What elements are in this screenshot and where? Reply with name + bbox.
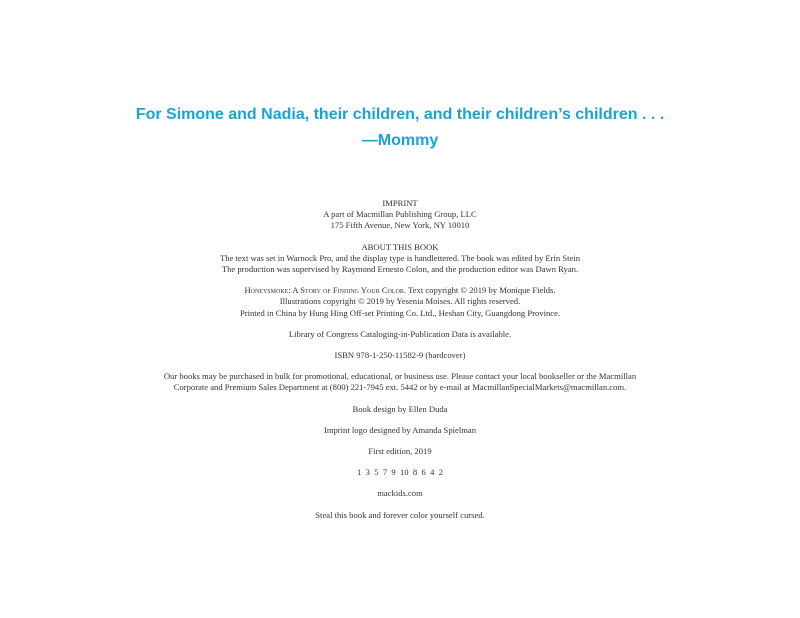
- warning-text: Steal this book and forever color yourself cursed.: [315, 509, 485, 520]
- about-heading: ABOUT THIS BOOK: [361, 241, 439, 252]
- imprint-address: 175 Fifth Avenue, New York, NY 10010: [330, 220, 470, 231]
- rights-block: [100, 285, 700, 319]
- book-title: Honeysmoke: A Story of Finding Your Color: [244, 285, 404, 296]
- dedication-text: For Simone and Nadia, their children, and their children’s children . . .: [135, 106, 665, 123]
- about-line-2: The production was supervised by Raymond Ernesto Colon, and the production editor was Dawn Ryan.: [221, 264, 579, 275]
- cip-data: Library of Congress Cataloging-in-Publication Data is available.: [288, 328, 512, 339]
- bulk-line-2: Corporate and Premium Sales Department at (800) 221-7945 ext. 5442 or by e-mail at MacmillanSpecialMarkets@macmillan.com.: [173, 382, 627, 393]
- about-block: [100, 242, 700, 276]
- book-design-credit: Book design by Ellen Duda: [352, 403, 448, 414]
- website: mackids.com: [377, 488, 423, 499]
- text-copyright: . Text copyright © 2019 by Monique Fields.: [403, 285, 556, 296]
- isbn: ISBN 978-1-250-11582-9 (hardcover): [334, 350, 466, 361]
- imprint-parent: A part of Macmillan Publishing Group, LLC: [323, 209, 477, 220]
- imprint-block: [100, 198, 700, 232]
- printing-line: 1 3 5 7 9 10 8 6 4 2: [357, 467, 443, 478]
- rights-title-line: [100, 285, 700, 296]
- logo-design-credit: Imprint logo designed by Amanda Spielman: [323, 424, 477, 435]
- bulk-sales-block: [100, 371, 700, 393]
- illustrations-copyright: Illustrations copyright © 2019 by Yesenia Moises. All rights reserved.: [279, 296, 521, 307]
- imprint-name: IMPRINT: [382, 198, 418, 208]
- printed-in: Printed in China by Hung Hing Off-set Printing Co. Ltd., Heshan City, Guangdong Province.: [239, 307, 561, 318]
- copyright-block: [100, 198, 700, 521]
- dedication-signature: —Mommy: [361, 132, 439, 149]
- edition: First edition, 2019: [368, 446, 432, 457]
- about-line-1: The text was set in Warnock Pro, and the display type is handlettered. The book was edited by Erin Stein: [219, 252, 581, 263]
- bulk-line-1: Our books may be purchased in bulk for promotional, educational, or business use. Please contact your local bookseller or the Macmillan: [163, 371, 637, 382]
